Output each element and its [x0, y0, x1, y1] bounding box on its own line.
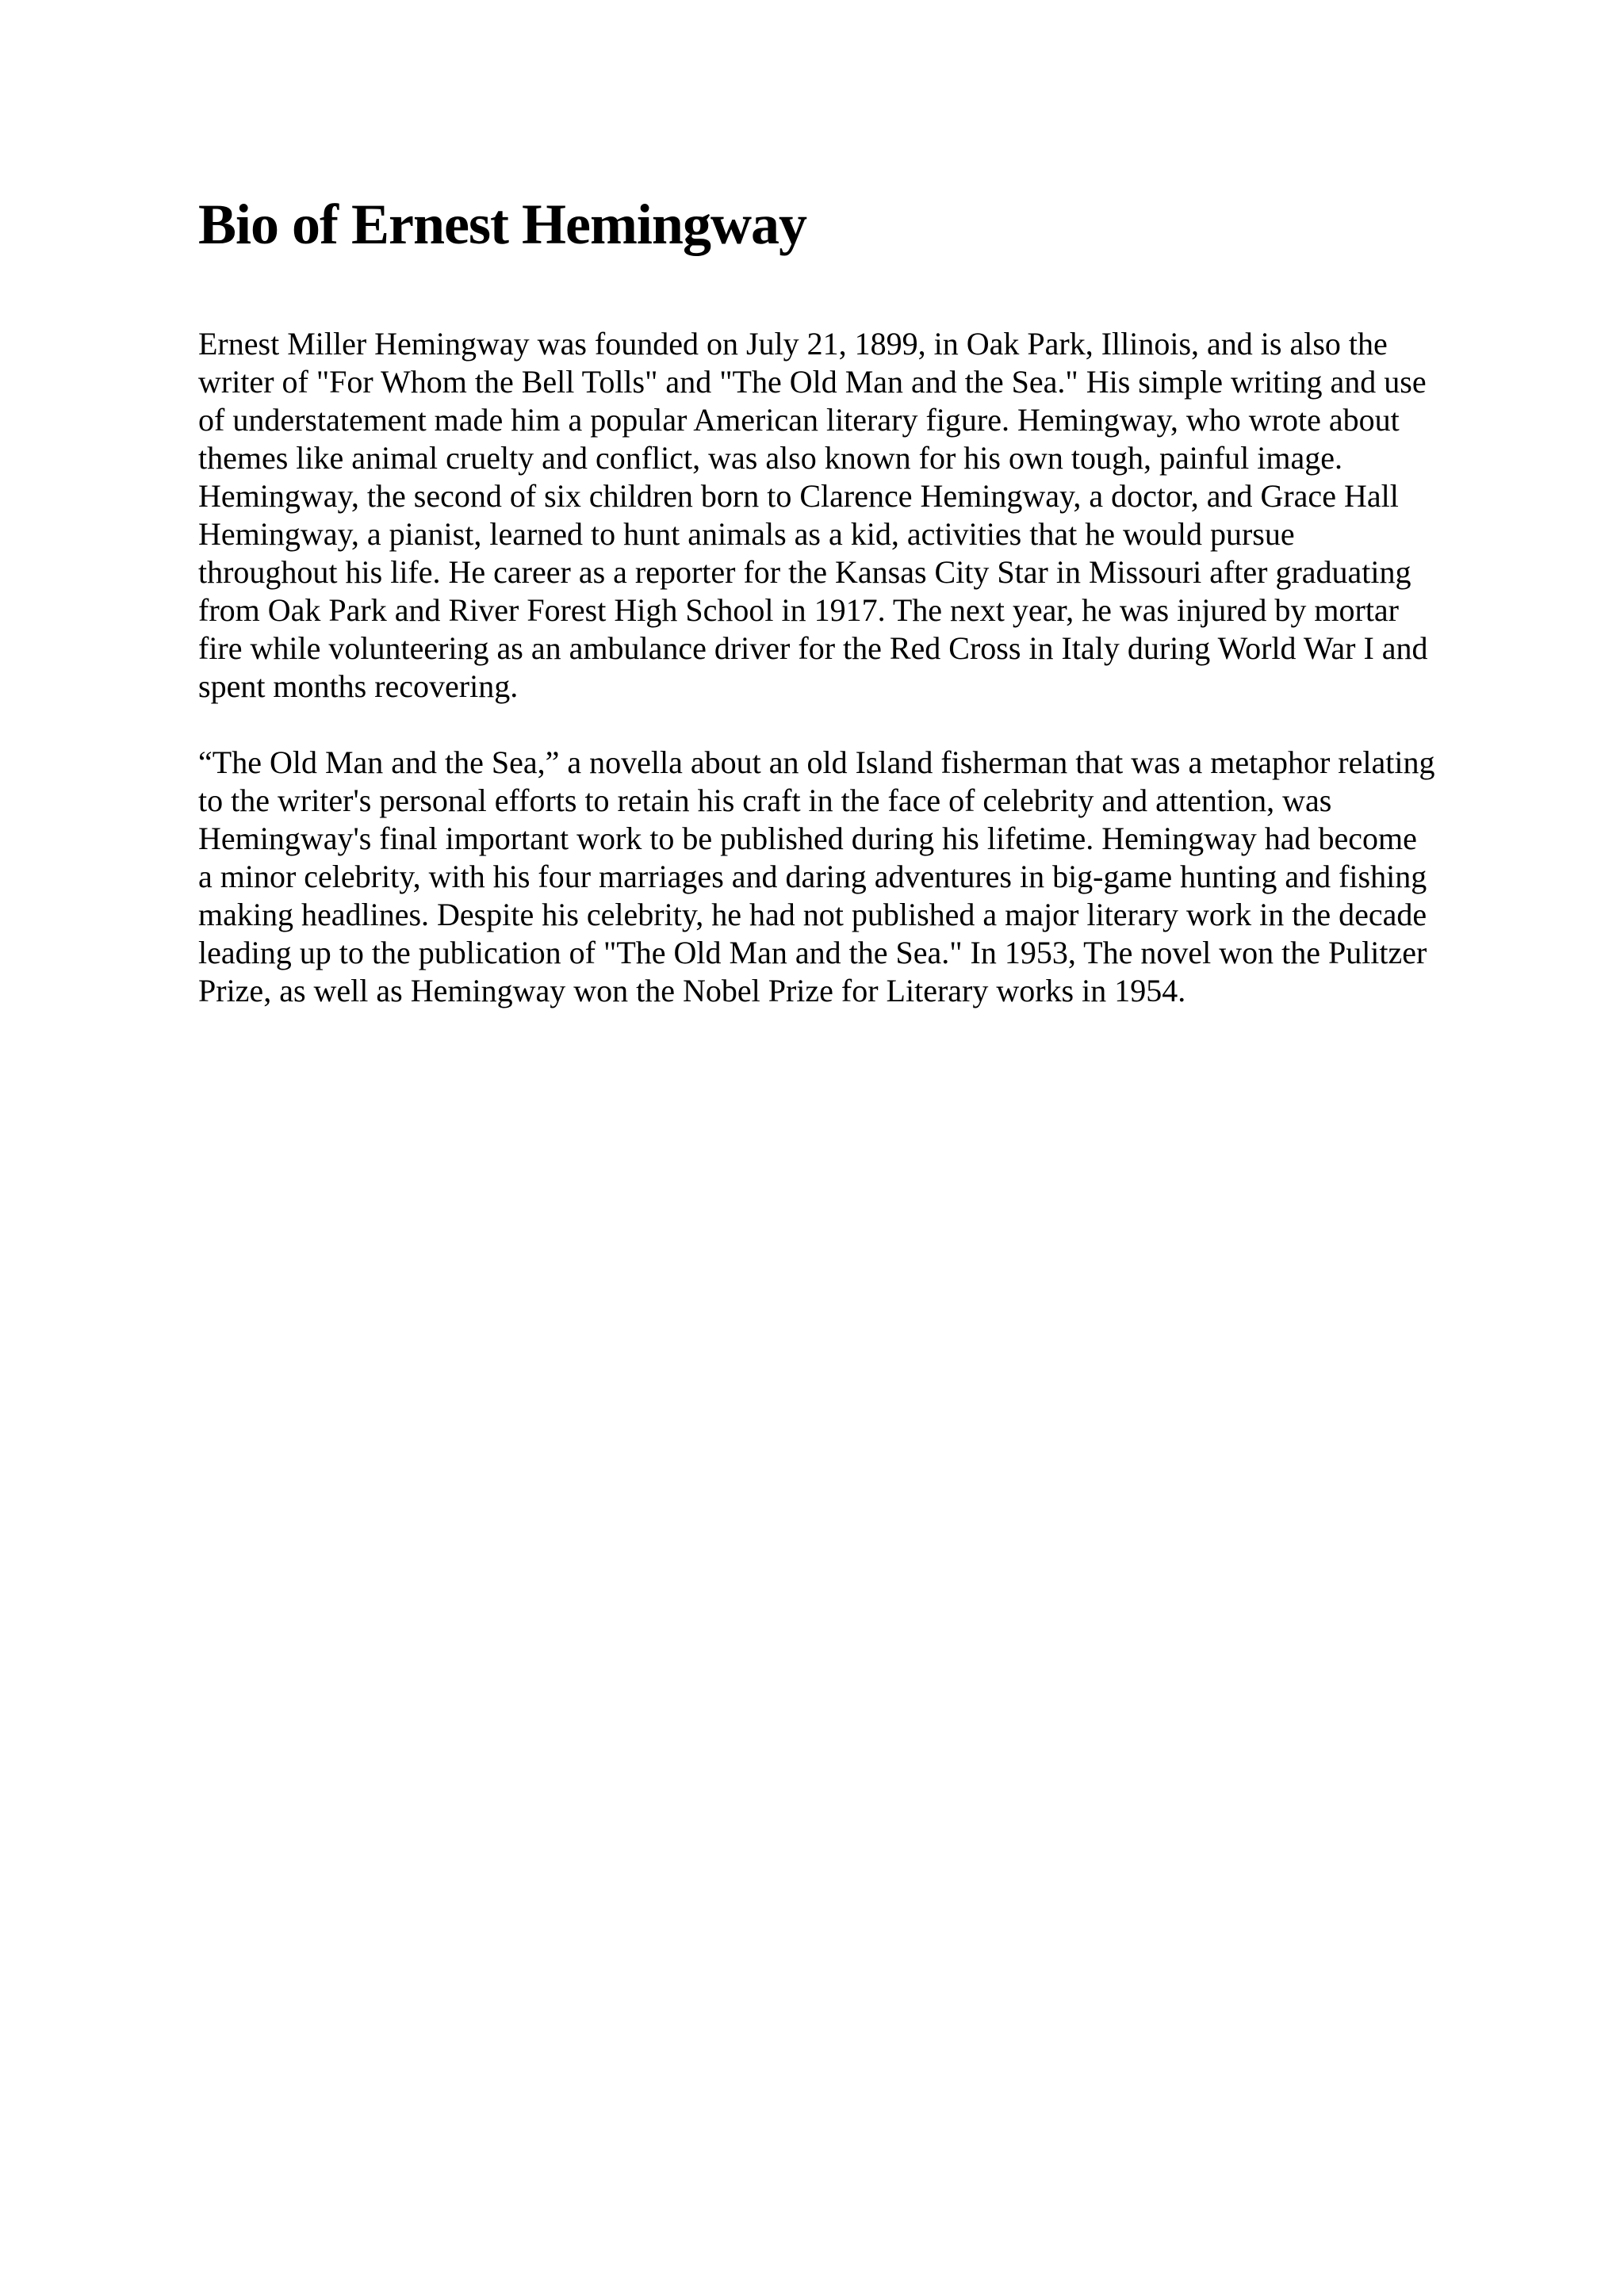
- paragraph-old-man-and-the-sea: “The Old Man and the Sea,” a novella about an old Island fisherman that was a metaphor relating to the writer's personal efforts to retain his craft in the face of celebrity and attention, was Hemingway's final important work to be published during his lifetime. Hemingway had become a minor celebrity, with his four marriages and daring adventures in big-game hunting and fishing making headlines. Despite his celebrity, he had not published a major literary work in the decade leading up to the publication of "The Old Man and the Sea." In 1953, The novel won the Pulitzer Prize, as well as Hemingway won the Nobel Prize for Literary works in 1954.: [198, 744, 1435, 1008]
- document-body: [198, 189, 1435, 1010]
- paragraph-early-life: Ernest Miller Hemingway was founded on July 21, 1899, in Oak Park, Illinois, and is also the writer of "For Whom the Bell Tolls" and "The Old Man and the Sea." His simple writing and use of understatement made him a popular American literary figure. Hemingway, who wrote about themes like animal cruelty and conflict, was also known for his own tough, painful image. Hemingway, the second of six children born to Clarence Hemingway, a doctor, and Grace Hall Hemingway, a pianist, learned to hunt animals as a kid, activities that he would pursue throughout his life. He career as a reporter for the Kansas City Star in Missouri after graduating from Oak Park and River Forest High School in 1917. The next year, he was injured by mortar fire while volunteering as an ambulance driver for the Red Cross in Italy during World War I and spent months recovering.: [198, 326, 1428, 704]
- page-title: Bio of Ernest Hemingway: [198, 193, 806, 256]
